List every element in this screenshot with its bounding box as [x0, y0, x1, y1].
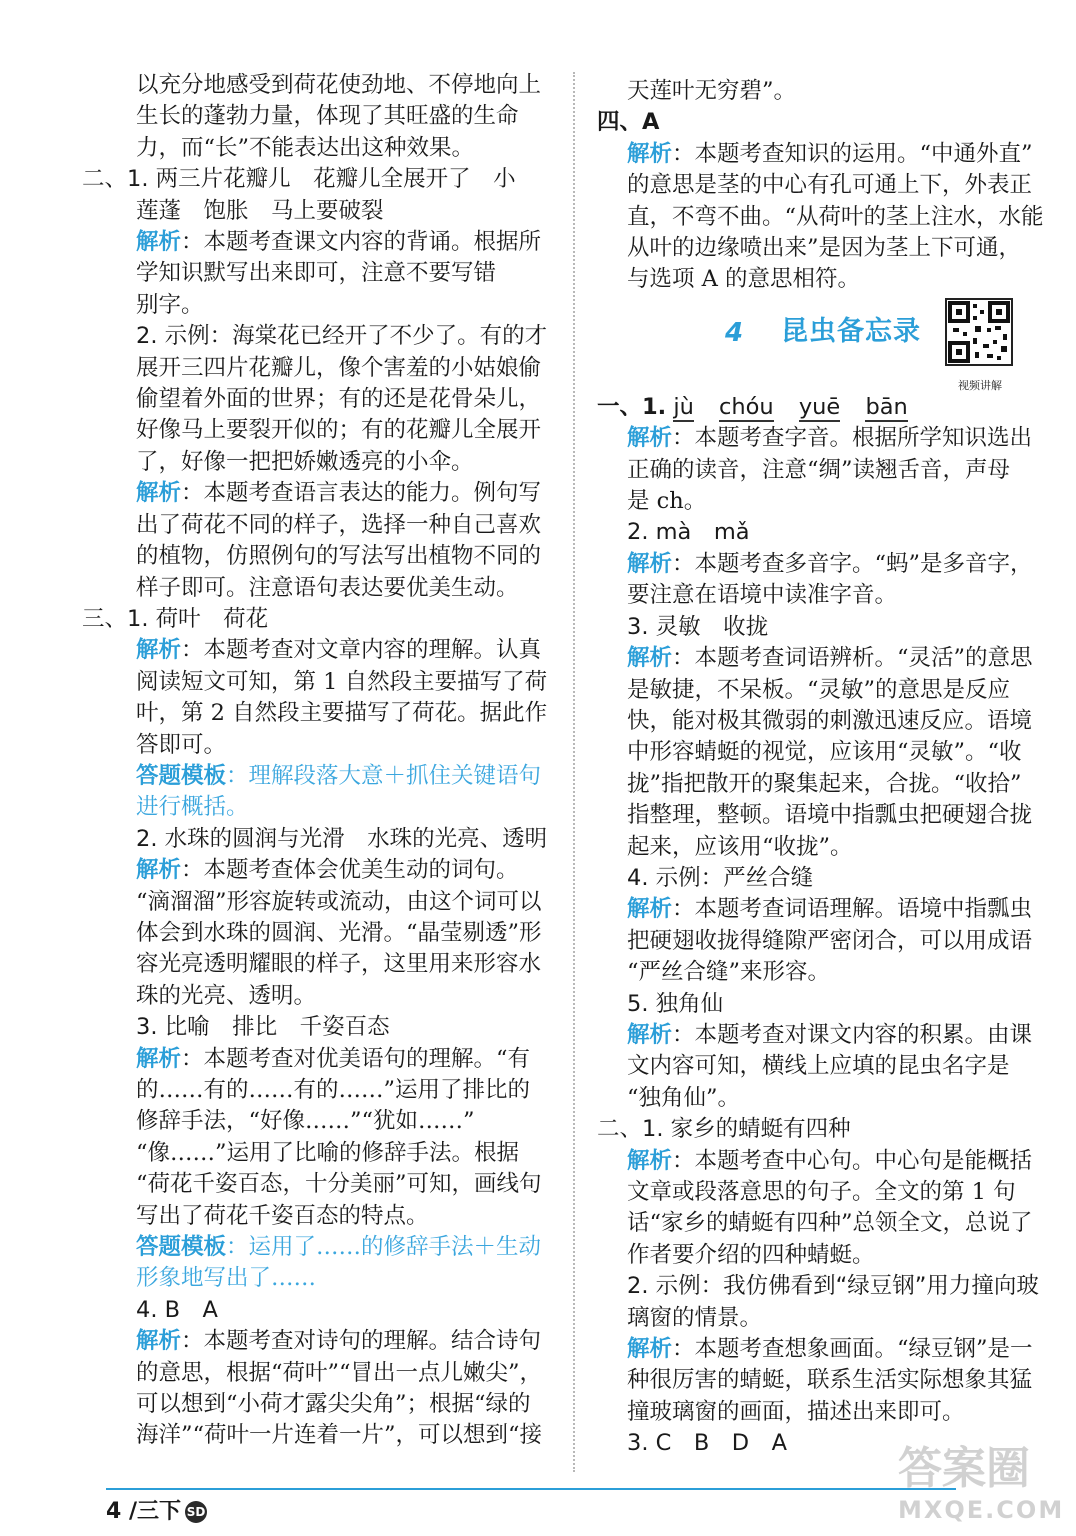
- text-line: “独角仙”。: [627, 1084, 741, 1111]
- analysis-label: 解析: [627, 1336, 673, 1363]
- watermark: [898, 1432, 1065, 1528]
- text-line: 作者要介绍的四种蜻蜓。: [627, 1241, 875, 1268]
- text-line: 要注意在语境中读准字音。: [627, 582, 898, 609]
- text-line: 可以想到“小荷才露尖尖角”；根据“绿的: [136, 1391, 531, 1418]
- text-line: 珠的光亮、透明。: [136, 982, 317, 1009]
- text-line: 好像马上要裂开似的；有的花瓣儿全展开: [136, 417, 542, 444]
- column-divider: [573, 72, 575, 1472]
- text-line: 快，能对极其微弱的刺激迅速反应。语境: [627, 707, 1033, 734]
- text-line: 中形容蜻蜓的视觉，应该用“灵敏”。“收: [627, 739, 1022, 766]
- page-footer: [106, 1494, 207, 1525]
- analysis: 解析：本题考查体会优美生动的词句。: [136, 857, 519, 884]
- analysis: 解析：本题考查对优美语句的理解。“有: [136, 1045, 531, 1072]
- text-line: 从叶的边缘喷出来”是因为茎上下可通，: [627, 235, 1022, 262]
- template-label: 答题模板: [136, 1234, 227, 1261]
- text-line: “荷花千姿百态，十分美丽”可知，画线句: [136, 1171, 542, 1198]
- answer-line: 二、1. 两三片花瓣儿 花瓣儿全展开了 小: [82, 166, 516, 193]
- text-line: 修辞手法，“好像……”“犹如……”: [136, 1108, 475, 1135]
- text-line: 别字。: [136, 291, 204, 318]
- text-line: 文内容可知，横线上应填的昆虫名字是: [627, 1053, 1010, 1080]
- pinyin-answer: 一、1. jù chóu yuē bān: [597, 393, 908, 420]
- lesson-title: 昆虫备忘录: [781, 315, 921, 347]
- left-column: [82, 70, 554, 1452]
- analysis: 解析：本题考查课文内容的背诵。根据所: [136, 229, 542, 256]
- analysis: 解析：本题考查知识的运用。“中通外直”: [627, 140, 1033, 167]
- answer-line: 三、1. 荷叶 荷花: [82, 605, 269, 632]
- text-line: 直，不弯不曲。“从荷叶的茎上注水，水能: [627, 203, 1044, 230]
- text-line: 文章或段落意思的句子。全文的第 1 句: [627, 1179, 1016, 1205]
- sd-badge: SD: [185, 1501, 207, 1523]
- text-line: 种很厉害的蜻蜓，联系生活实际想象其猛: [627, 1367, 1033, 1394]
- analysis-label: 解析: [627, 645, 673, 672]
- answer-line: 4. B A: [136, 1296, 218, 1323]
- text-line: 容光亮透明耀眼的样子，这里用来形容水: [136, 951, 542, 978]
- analysis: 解析：本题考查对课文内容的积累。由课: [627, 1021, 1033, 1048]
- analysis-label: 解析: [627, 425, 673, 452]
- analysis: 解析：本题考查对诗句的理解。结合诗句: [136, 1328, 542, 1355]
- text-line: “像……”运用了比喻的修辞手法。根据: [136, 1139, 520, 1166]
- answer-line: 3. 比喻 排比 千姿百态: [136, 1014, 390, 1041]
- text-line: 展开三四片花瓣儿，像个害羞的小姑娘偷: [136, 354, 542, 381]
- text-line: 正确的读音，注意“绸”读翘舌音，声母: [627, 456, 1011, 483]
- text-line: 与选项 A 的意思相符。: [627, 266, 861, 293]
- text-line: 璃窗的情景。: [627, 1304, 763, 1331]
- answer-line: 3. C B D A: [627, 1430, 787, 1457]
- text-line: 答即可。: [136, 731, 227, 758]
- text-line: 出了荷花不同的样子，选择一种自己喜欢: [136, 511, 542, 538]
- analysis-label: 解析: [136, 857, 182, 884]
- text-line: 阅读短文可知，第 1 自然段主要描写了荷: [136, 668, 548, 695]
- watermark-logo: 答案圈: [898, 1443, 1030, 1494]
- text-line: 的植物，仿照例句的写法写出植物不同的: [136, 543, 542, 570]
- answer-line: 二、1. 家乡的蜻蜓有四种: [597, 1116, 851, 1143]
- analysis: 解析：本题考查词语理解。语境中指瓢虫: [627, 896, 1033, 923]
- text-line: 叶，第 2 自然段主要描写了荷花。据此作: [136, 700, 548, 727]
- text-line: 形象地写出了……: [136, 1265, 317, 1292]
- text-line: 力，而“长”不能表达出这种效果。: [136, 134, 475, 161]
- pinyin-item: chóu: [719, 393, 774, 420]
- lesson-number: 4: [725, 317, 744, 348]
- text-line: 是 ch。: [627, 488, 707, 515]
- answer-line: 4. 示例：严丝合缝: [627, 864, 814, 891]
- template-label: 答题模板: [136, 762, 227, 789]
- template-note: 答题模板：理解段落大意＋抓住关键语句: [136, 762, 542, 789]
- text-line: 的意思，根据“荷叶”“冒出一点儿嫩尖”，: [136, 1359, 543, 1386]
- analysis-label: 解析: [136, 229, 182, 256]
- watermark-url: MXQE.COM: [898, 1496, 1065, 1524]
- qr-caption: 视频讲解: [958, 378, 1002, 392]
- lesson-header: [597, 302, 1049, 392]
- text-line: 了，好像一把把娇嫩透亮的小伞。: [136, 448, 474, 475]
- text-line: 海洋”“荷叶一片连着一片”，可以想到“接: [136, 1422, 543, 1449]
- text-line: 撞玻璃窗的画面，描述出来即可。: [627, 1398, 965, 1425]
- answer-line: 2. 水珠的圆润与光滑 水珠的光亮、透明: [136, 825, 548, 852]
- pinyin-item: bān: [865, 393, 908, 420]
- analysis: 解析：本题考查字音。根据所学知识选出: [627, 425, 1033, 452]
- answer-line: 3. 灵敏 收拢: [627, 613, 769, 640]
- text-line: 进行概括。: [136, 794, 249, 821]
- analysis: 解析：本题考查多音字。“蚂”是多音字，: [627, 550, 1033, 577]
- text-line: 写出了荷花千姿百态的特点。: [136, 1202, 429, 1229]
- analysis: 解析：本题考查想象画面。“绿豆钢”是一: [627, 1336, 1033, 1363]
- analysis-label: 解析: [627, 896, 673, 923]
- analysis: 解析：本题考查中心句。中心句是能概括: [627, 1147, 1033, 1174]
- answer-line: 2. mà mǎ: [627, 519, 750, 546]
- pinyin-item: jù: [673, 393, 694, 420]
- text-line: 样子即可。注意语句表达要优美生动。: [136, 574, 519, 601]
- analysis: 解析：本题考查语言表达的能力。例句写: [136, 480, 542, 507]
- text-line: 生长的蓬勃力量，体现了其旺盛的生命: [136, 103, 519, 130]
- analysis: 解析：本题考查对文章内容的理解。认真: [136, 637, 542, 664]
- text-line: 体会到水珠的圆润、光滑。“晶莹剔透”形: [136, 919, 542, 946]
- text-line: 话“家乡的蜻蜓有四种”总领全文，总说了: [627, 1210, 1033, 1237]
- answer-line: 四、A: [597, 109, 660, 136]
- page-number: 4 /三下: [106, 1499, 182, 1524]
- analysis-label: 解析: [627, 550, 673, 577]
- text-line: “滴溜溜”形容旋转或流动，由这个词可以: [136, 888, 542, 915]
- pinyin-item: yuē: [798, 393, 841, 420]
- text-line: 天莲叶无穷碧”。: [627, 78, 797, 104]
- text-line: 是敏捷，不呆板。“灵敏”的意思是反应: [627, 676, 1011, 703]
- answer-line: 2. 示例：我仿佛看到“绿豆钢”用力撞向玻: [627, 1273, 1039, 1300]
- text-line: 以充分地感受到荷花使劲地、不停地向上: [136, 72, 542, 98]
- qr-code-icon[interactable]: [945, 298, 1013, 366]
- text-line: 的……有的……有的……”运用了排比的: [136, 1077, 531, 1103]
- answer-line: 5. 独角仙: [627, 990, 724, 1017]
- answer-line: 莲蓬 饱胀 马上要破裂: [136, 197, 384, 224]
- text-line: “严丝合缝”来形容。: [627, 959, 831, 986]
- analysis-label: 解析: [627, 140, 673, 167]
- text-line: 偷望着外面的世界；有的还是花骨朵儿，: [136, 386, 542, 413]
- answer-line: 2. 示例：海棠花已经开了不少了。有的才: [136, 323, 548, 350]
- footer-rule: [106, 1488, 956, 1490]
- analysis-label: 解析: [136, 1045, 182, 1072]
- text-line: 学知识默写出来即可，注意不要写错: [136, 260, 497, 287]
- template-note: 答题模板：运用了……的修辞手法＋生动: [136, 1234, 542, 1261]
- text-line: 指整理，整顿。语境中指瓢虫把硬翅合拢: [627, 802, 1033, 829]
- text-line: 拢”指把散开的聚集起来，合拢。“收拾”: [627, 770, 1022, 797]
- analysis-label: 解析: [136, 480, 182, 507]
- analysis-label: 解析: [627, 1147, 673, 1174]
- analysis-label: 解析: [627, 1021, 673, 1048]
- text-line: 的意思是茎的中心有孔可通上下，外表正: [627, 172, 1033, 199]
- analysis-label: 解析: [136, 637, 182, 664]
- text-line: 把硬翅收拢得缝隙严密闭合，可以用成语: [627, 927, 1033, 954]
- analysis-label: 解析: [136, 1328, 182, 1355]
- analysis: 解析：本题考查词语辨析。“灵活”的意思: [627, 645, 1033, 672]
- text-line: 起来，应该用“收拢”。: [627, 833, 853, 860]
- right-column: [597, 76, 1049, 1460]
